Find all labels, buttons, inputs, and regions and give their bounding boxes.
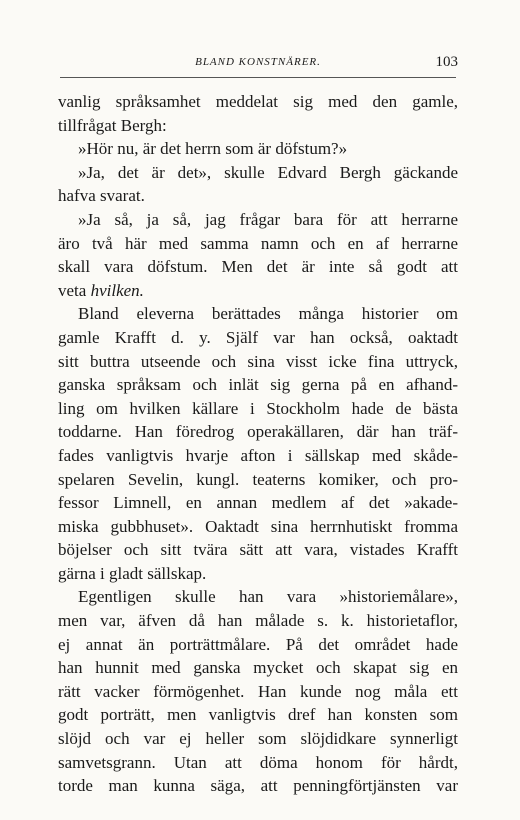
text-line: Egentligen skulle han vara »historiemålare», (78, 587, 458, 607)
text-line: godt porträtt, men vanligtvis dref han konsten som (58, 705, 458, 725)
running-title: BLAND KONSTNÄRER. (195, 56, 321, 68)
text-line: vanlig språksamhet meddelat sig med den gamle, (58, 92, 458, 111)
text-line: fades vanligtvis hvarje afton i sällskap med skåde- (58, 445, 458, 465)
text-line: samvetsgrann. Utan att döma honom för hårdt, (58, 752, 458, 772)
text-line: ganska språksam och inlät sig gerna på en afhand- (58, 375, 458, 395)
text-line: toddarne. Han föredrog operakällaren, där han träf- (58, 422, 458, 442)
text-line: äro två här med samma namn och en af herrarne (58, 233, 458, 253)
page-header (58, 54, 458, 74)
text-line: gamle Krafft d. y. Själf var han också, oaktadt (58, 327, 458, 347)
text-line: veta hvilken. (58, 280, 144, 300)
text-line: tillfrågat Bergh: (58, 115, 167, 135)
text-line: Bland eleverna berättades många historier om (78, 304, 458, 324)
text-line: »Ja så, ja så, jag frågar bara för att herrarne (78, 209, 458, 229)
text-line: spelaren Sevelin, kungl. teaterns komiker, och pro- (58, 469, 458, 489)
text-line: torde man kunna säga, att penningförtjänsten var (58, 776, 458, 796)
italic-word: hvilken. (90, 280, 144, 300)
text-line: »Ja, det är det», skulle Edvard Bergh gäckande (78, 162, 458, 182)
text-line: han hunnit med ganska mycket och skapat sig en (58, 658, 458, 678)
text-line: »Hör nu, är det herrn som är döfstum?» (78, 139, 348, 159)
text-line: fessor Limnell, en annan medlem af det »akade- (58, 493, 458, 513)
text-line: sitt buttra utseende och sina visst icke fina uttryck, (58, 351, 458, 371)
text-line: gärna i gladt sällskap. (58, 563, 207, 583)
text-line: rätt vacker förmögenhet. Han kunde nog måla ett (58, 681, 458, 701)
text-line: hafva svarat. (58, 186, 145, 206)
text-line: slöjd och var ej heller som slöjdidkare synnerligt (58, 729, 458, 749)
page-number: 103 (435, 54, 458, 70)
text-line: böjelser och sitt tvära sätt att vara, vistades Krafft (58, 540, 458, 560)
text-line: skall vara döfstum. Men det är inte så godt att (58, 257, 458, 277)
text-line: men var, äfven då han målade s. k. historietaflor, (58, 611, 458, 631)
body-text (58, 90, 458, 798)
text-line: ling om hvilken källare i Stockholm hade de bästa (58, 398, 458, 418)
text-line: miska gubbhuset». Oaktadt sina herrnhutiskt fromma (58, 516, 458, 536)
text-line: ej annat än porträttmålare. På det området hade (58, 634, 458, 654)
header-rule (60, 77, 456, 78)
